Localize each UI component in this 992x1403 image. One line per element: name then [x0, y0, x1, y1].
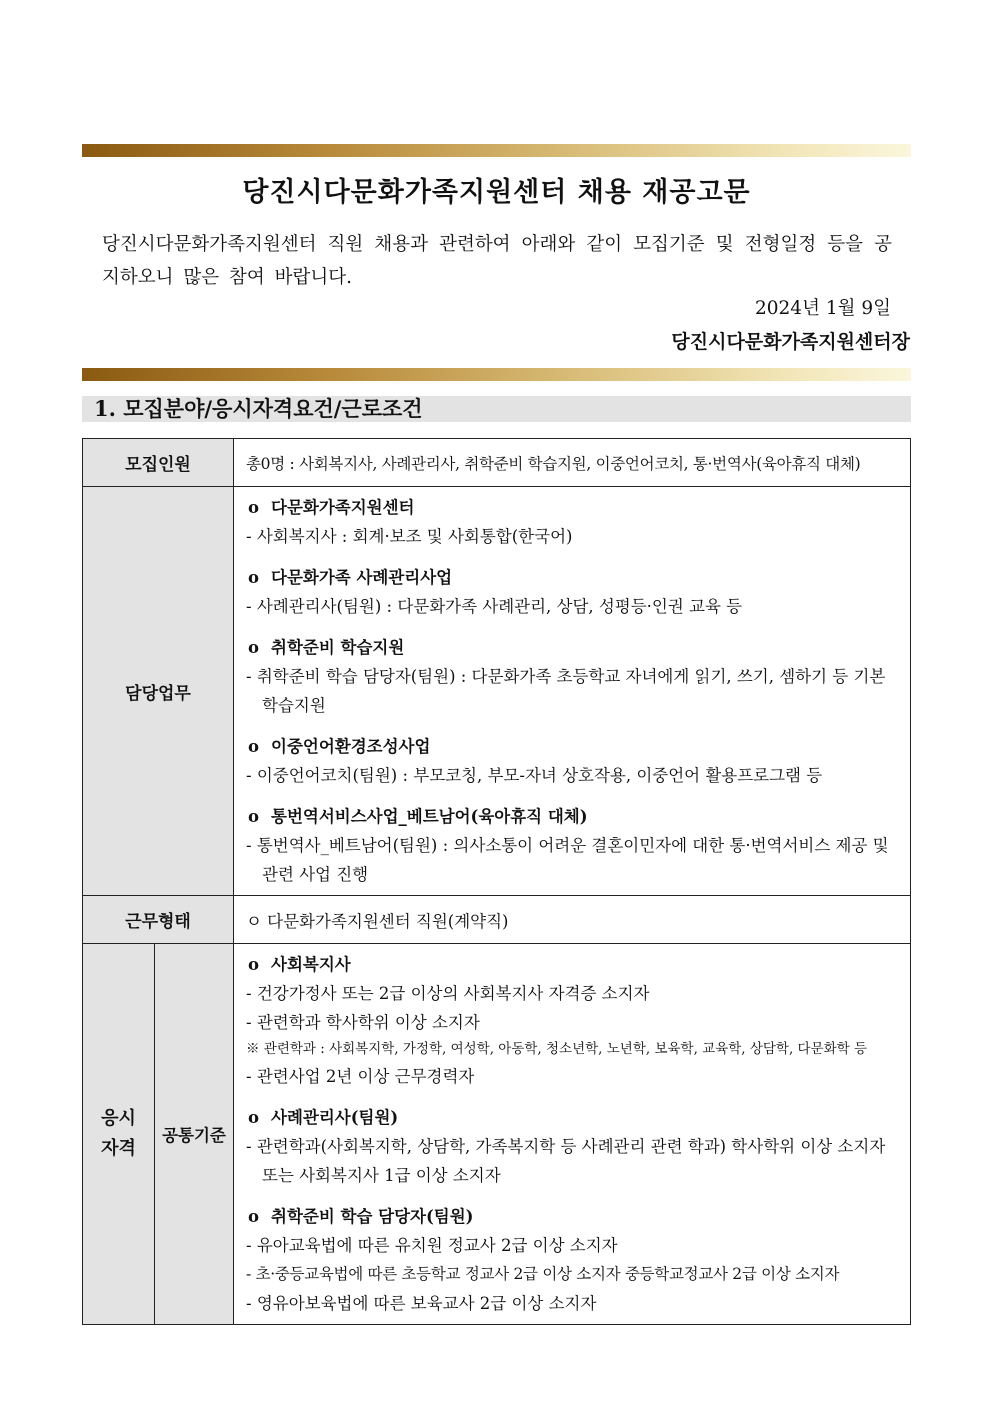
qual-title: 사례관리사(팀원) [271, 1108, 399, 1127]
qualification-label: 응시 자격 [83, 944, 155, 1325]
qual-block: o 사례관리사(팀원) - 관련학과(사회복지학, 상담학, 가족복지학 등 사례관리 관련 학과) 학사학위 이상 소지자 또는 사회복지사 1급 이상 소지자 [246, 1103, 902, 1190]
employment-row [83, 896, 911, 944]
qual-item: - 관련사업 2년 이상 근무경력자 [246, 1067, 475, 1086]
section-heading: 1. 모집분야/응시자격요건/근로조건 [82, 396, 911, 422]
qual-note: ※ 관련학과 : 사회복지학, 가정학, 여성학, 아동학, 청소년학, 노년학, 보육학, 교육학, 상담학, 다문화학 등 [246, 1041, 868, 1057]
recruitment-table [82, 438, 911, 1325]
duty-title: 다문화가족지원센터 [271, 498, 415, 517]
duty-title: 다문화가족 사례관리사업 [271, 568, 453, 587]
qual-item: - 영유아보육법에 따른 보육교사 2급 이상 소지자 [246, 1294, 597, 1313]
duty-title: 이중언어환경조성사업 [271, 737, 431, 756]
qual-title: 사회복지사 [271, 955, 351, 974]
intro-paragraph: 당진시다문화가족지원센터 직원 채용과 관련하여 아래와 같이 모집기준 및 전형일정 등을 공지하오니 많은 참여 바랍니다. [102, 234, 892, 288]
duty-block: o 이중언어환경조성사업 - 이중언어코치(팀원) : 부모코칭, 부모-자녀 상호작용, 이중언어 활용프로그램 등 [246, 732, 902, 790]
duty-item: - 사회복지사 : 회계·보조 및 사회통합(한국어) [246, 527, 573, 546]
duty-title: 통번역서비스사업_베트남어(육아휴직 대체) [271, 807, 588, 826]
top-decorative-bar [82, 144, 911, 157]
bottom-decorative-bar [82, 368, 911, 381]
duties-label: 담당업무 [83, 487, 234, 896]
recruit-text: 총0명 : 사회복지사, 사례관리사, 취학준비 학습지원, 이중언어코치, 통·번역사(육아휴직 대체) [234, 439, 911, 487]
recruit-row [83, 439, 911, 487]
duty-item: - 사례관리사(팀원) : 다문화가족 사례관리, 상담, 성평등·인권 교육 등 [246, 597, 743, 616]
qualification-row [83, 944, 911, 1325]
signer-name: 당진시다문화가족지원센터장 [671, 331, 910, 353]
qualification-sublabel: 공통기준 [155, 944, 234, 1325]
qual-title: 취학준비 학습 담당자(팀원) [271, 1207, 474, 1226]
duty-item: - 이중언어코치(팀원) : 부모코칭, 부모-자녀 상호작용, 이중언어 활용프로그램 등 [246, 766, 823, 785]
qual-item: - 관련학과(사회복지학, 상담학, 가족복지학 등 사례관리 관련 학과) 학사학위 이상 소지자 또는 사회복지사 1급 이상 소지자 [246, 1137, 886, 1185]
duty-block: o 다문화가족지원센터 - 사회복지사 : 회계·보조 및 사회통합(한국어) [246, 493, 902, 551]
duty-block: o 통번역서비스사업_베트남어(육아휴직 대체) - 통번역사_베트남어(팀원) : 의사소통이 어려운 결혼이민자에 대한 통·번역서비스 제공 및 관련 사업 진행 [246, 802, 902, 889]
qual-item: - 유아교육법에 따른 유치원 정교사 2급 이상 소지자 [246, 1236, 618, 1255]
notice-date: 2024년 1월 9일 [755, 298, 891, 319]
recruit-label: 모집인원 [83, 439, 234, 487]
duty-item: - 취학준비 학습 담당자(팀원) : 다문화가족 초등학교 자녀에게 읽기, 쓰기, 셈하기 등 기본 학습지원 [246, 667, 886, 715]
document-title: 당진시다문화가족지원센터 채용 재공고문 [242, 177, 751, 208]
duty-item: - 통번역사_베트남어(팀원) : 의사소통이 어려운 결혼이민자에 대한 통·번역서비스 제공 및 관련 사업 진행 [246, 836, 889, 884]
duties-row [83, 487, 911, 896]
employment-label: 근무형태 [83, 896, 234, 944]
duty-block: o 취학준비 학습지원 - 취학준비 학습 담당자(팀원) : 다문화가족 초등학교 자녀에게 읽기, 쓰기, 셈하기 등 기본 학습지원 [246, 633, 902, 720]
qual-item: - 건강가정사 또는 2급 이상의 사회복지사 자격증 소지자 [246, 984, 650, 1003]
qual-item: - 초·중등교육법에 따른 초등학교 정교사 2급 이상 소지자 중등학교정교사 2급 이상 소지자 [246, 1265, 840, 1283]
duties-content [234, 487, 911, 896]
duty-title: 취학준비 학습지원 [271, 638, 405, 657]
qualification-content [234, 944, 911, 1325]
duty-block: o 다문화가족 사례관리사업 - 사례관리사(팀원) : 다문화가족 사례관리, 상담, 성평등·인권 교육 등 [246, 563, 902, 621]
qual-block: o 취학준비 학습 담당자(팀원) - 유아교육법에 따른 유치원 정교사 2급 이상 소지자 - 초·중등교육법에 따른 초등학교 정교사 2급 이상 소지자 중등학교정교사 2급 이상 소지자 - 영유아보육법에 따른 보육교사 2급 이상 소지자 [246, 1202, 902, 1318]
employment-text: ㅇ 다문화가족지원센터 직원(계약직) [234, 896, 911, 944]
qual-item: - 관련학과 학사학위 이상 소지자 [246, 1013, 480, 1032]
qual-block: o 사회복지사 - 건강가정사 또는 2급 이상의 사회복지사 자격증 소지자 - 관련학과 학사학위 이상 소지자 ※ 관련학과 : 사회복지학, 가정학, 여성학, 아동학, 청소년학, 노년학, 보육학, 교육학, 상담학, 다문화학 등 - 관련사업 2년 이상 근무경력자 [246, 950, 902, 1091]
